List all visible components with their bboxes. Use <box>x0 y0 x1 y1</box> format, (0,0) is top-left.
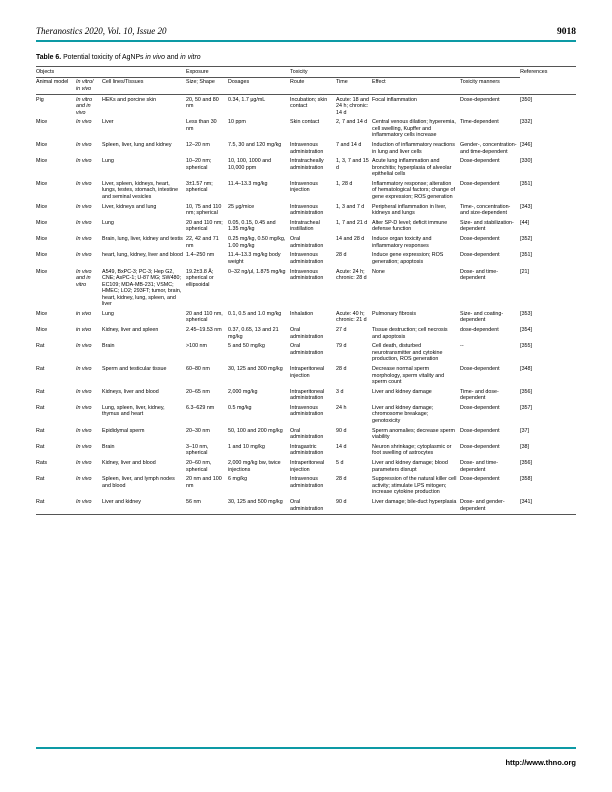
table-row <box>36 364 576 387</box>
table-cell: 30, 125 and 500 mg/kg <box>228 499 283 506</box>
table-cell: 14 d <box>336 443 347 450</box>
table-cell: 90 d <box>336 427 347 434</box>
table-cell: 20 and 110 nm, spherical <box>186 310 223 324</box>
table-cell: Rat <box>36 499 45 506</box>
table-cell: 10 ppm <box>228 119 246 126</box>
table-cell: Inflammatory response; alteration of hematological factors; change of gene expression; ROS generation <box>372 180 455 200</box>
table-cell: Alter SP-D level; deficit immune defense function <box>372 219 448 233</box>
table-cell: Time-, concentration- and size-dependent <box>460 203 511 217</box>
table-cell: [341] <box>520 499 532 506</box>
table-cell: Mice <box>36 327 48 334</box>
table-cell: In vivo <box>76 366 92 372</box>
table-cell: 60–80 nm <box>186 366 210 372</box>
table-cell: Intravenous administration <box>290 141 324 155</box>
table-caption-invivo: in vivo <box>145 54 165 61</box>
table-cell: Size- and stabilization-dependent <box>460 219 514 233</box>
table-cell: Intravenous injection <box>290 180 318 194</box>
table-cell: Focal inflammation <box>372 96 417 103</box>
journal-url-link[interactable]: http://www.thno.org <box>505 758 576 767</box>
table-cell: In vivo <box>76 219 92 226</box>
col-header-toxicity-manners: Toxicity manners <box>460 77 520 94</box>
table-cell: Dose-dependent <box>460 366 500 372</box>
table-cell: heart, lung, kidney, liver and blood <box>102 252 183 259</box>
table-cell: 3 d <box>336 388 344 395</box>
table-cell: Epididymal sperm <box>102 427 145 434</box>
table-cell: Dose-dependent <box>460 427 500 434</box>
table-cell: Gender-, concentration- and time-dependent <box>460 141 517 155</box>
table-cell: Liver, kidneys and lung <box>102 203 157 210</box>
table-row <box>36 403 576 426</box>
table-cell: Decrease normal sperm morphology, sperm vitality and sperm count <box>372 366 445 386</box>
table-cell: Tissue destruction; cell necrosis and apoptosis <box>372 327 448 340</box>
table-cell: Intravenous administration <box>290 203 324 217</box>
table-cell: Rat <box>36 443 45 450</box>
col-header-cell-lines-tissues: Cell lines/Tissues <box>102 77 186 94</box>
table-cell: Mice <box>36 119 48 126</box>
table-cell: Induction of inflammatory reactions in lung and liver cells <box>372 141 455 155</box>
table-cell: Lung <box>102 158 114 165</box>
table-cell: Mice <box>36 268 48 275</box>
table-cell: 0–32 ng/μl, 1.875 mg/kg <box>228 268 286 275</box>
table-cell: 3±1.57 nm; spherical <box>186 180 213 194</box>
table-cell: 28 d <box>336 366 347 372</box>
table-row <box>36 202 576 218</box>
table-cell: Mice <box>36 141 48 148</box>
table-row <box>36 442 576 458</box>
table-caption-text: Potential toxicity of AgNPs <box>61 54 146 61</box>
group-header-exposure: Exposure <box>186 67 290 78</box>
table-row <box>36 179 576 202</box>
table-cell: 90 d <box>336 499 347 506</box>
table-column-header-row <box>36 77 576 94</box>
table-cell: Dose-dependent <box>460 252 500 259</box>
table-header <box>36 67 576 95</box>
table-cell: 20–30 nm <box>186 427 210 434</box>
table-cell: Rat <box>36 388 45 395</box>
table-cell: 0.1, 0.5 and 1.0 mg/kg <box>228 310 282 317</box>
page-content <box>36 0 576 515</box>
table-cell: In vivo <box>76 236 92 243</box>
table-cell: Intragastric administration <box>290 443 324 457</box>
table-cell: In vivo <box>76 158 92 165</box>
table-cell: [350] <box>520 96 532 103</box>
table-body <box>36 94 576 514</box>
table-cell: Spleen, liver, and lymph nodes and blood <box>102 476 175 489</box>
table-cell: 11.4–13.3 mg/kg body weight <box>228 252 281 265</box>
table-row <box>36 342 576 365</box>
group-header-references: References <box>520 67 576 95</box>
table-cell: 20–60 nm, spherical <box>186 460 212 473</box>
table-cell: 10, 75 and 110 nm; spherical <box>186 203 222 217</box>
table-cell: Oral administration <box>290 427 324 441</box>
table-cell: 27 d <box>336 327 347 334</box>
table-cell: Induce organ toxicity and inflammatory responses <box>372 236 432 249</box>
table-cell: 50, 100 and 200 mg/kg <box>228 427 283 434</box>
table-cell: [351] <box>520 252 532 259</box>
table-cell: 25 μg/mice <box>228 203 255 210</box>
table-caption-label: Table 6. <box>36 54 62 61</box>
table-cell: 22, 42 and 71 nm <box>186 236 219 249</box>
table-row <box>36 157 576 180</box>
table-cell: Mice <box>36 180 48 187</box>
table-caption-invitro: in vitro <box>180 54 201 61</box>
table-cell: [356] <box>520 388 532 395</box>
table-cell: In vivo <box>76 476 92 483</box>
table-cell: Intravenous administration <box>290 252 324 265</box>
table-row <box>36 387 576 403</box>
table-cell: Liver and kidney <box>102 499 141 506</box>
table-row <box>36 497 576 514</box>
table-cell: Lung <box>102 310 114 317</box>
footer-rule <box>36 747 576 749</box>
header-rule <box>36 40 576 42</box>
table-caption <box>36 54 576 61</box>
table-cell: 12–20 nm <box>186 141 210 148</box>
table-cell: In vivo <box>76 460 92 467</box>
table-cell: Intraperitoneal administration <box>290 388 325 402</box>
table-row <box>36 459 576 475</box>
table-cell: Acute: 18 and 24 h; chronic: 14 d <box>336 96 370 116</box>
table-row <box>36 309 576 325</box>
table-cell: Mice <box>36 252 48 259</box>
table-cell: 79 d <box>336 343 347 350</box>
table-cell: In vitro and in vivo <box>76 96 93 116</box>
table-cell: Kidney, liver and blood <box>102 460 156 467</box>
table-cell: Time-dependent <box>460 119 499 126</box>
table-cell: [348] <box>520 366 532 372</box>
table-cell: 5 d <box>336 460 344 467</box>
table-cell: Rats <box>36 460 47 467</box>
table-cell: Skin contact <box>290 119 320 126</box>
table-cell: Acute: 40 h; chronic: 21 d <box>336 310 367 324</box>
toxicity-table <box>36 66 576 515</box>
table-row <box>36 235 576 251</box>
footer-url-line <box>36 752 576 770</box>
table-cell: 6 mg/kg <box>228 476 248 483</box>
group-header-toxicity: Toxicity <box>290 67 520 78</box>
table-cell: In vivo <box>76 180 92 187</box>
table-cell: 11.4–13.3 mg/kg <box>228 180 268 187</box>
table-cell: Sperm anomalies; decrease sperm viability <box>372 427 455 441</box>
table-cell: Induce gene expression; ROS generation; apoptosis <box>372 252 444 265</box>
table-row <box>36 267 576 309</box>
table-cell: 28 d <box>336 252 347 259</box>
table-cell: Acute lung inflammation and bronchitis; hyperplasia of alveolar epithelial cells <box>372 158 452 178</box>
table-cell: Dose-dependent <box>460 96 500 103</box>
table-cell: Brain <box>102 443 115 450</box>
table-cell: Liver, spleen, kidneys, heart, lungs, testes, stomach, intestine and seminal vesicles <box>102 180 179 200</box>
table-cell: In vivo <box>76 119 92 126</box>
table-cell: 1, 28 d <box>336 180 353 187</box>
table-row <box>36 251 576 267</box>
table-cell: [38] <box>520 443 529 450</box>
table-cell: 10, 100, 1000 and 10,000 ppm <box>228 158 272 171</box>
table-row <box>36 140 576 156</box>
table-cell: Kidney, liver and spleen <box>102 327 159 334</box>
table-cell: 1, 7 and 21 d <box>336 219 368 226</box>
table-row <box>36 94 576 117</box>
table-cell: In vivo and in vitro <box>76 268 92 288</box>
table-cell: 10–20 nm; spherical <box>186 158 212 171</box>
table-cell: Rat <box>36 366 45 372</box>
table-cell: 7 and 14 d <box>336 141 362 148</box>
table-cell: 1, 3, 7 and 15 d <box>336 158 369 171</box>
table-cell: 28 d <box>336 476 347 483</box>
table-cell: Neuron shrinkage; cytoplasmic or foot swelling of astrocytes <box>372 443 452 457</box>
table-cell: dose-dependent <box>460 327 499 334</box>
table-cell: 2.45–19.53 nm <box>186 327 222 334</box>
table-cell: >100 nm <box>186 343 207 350</box>
table-cell: Kidneys, liver and blood <box>102 388 159 395</box>
table-cell: 0.37, 0.65, 13 and 21 mg/kg <box>228 327 279 340</box>
table-cell: Suppression of the natural killer cell activity; stimulate LPS mitogen; increase cytokine production <box>372 476 457 496</box>
table-cell: 19.2±3.8 Å; spherical or ellipsoidal <box>186 268 214 288</box>
table-cell: Liver <box>102 119 114 126</box>
page-number: 9018 <box>557 27 576 37</box>
table-cell: In vivo <box>76 141 92 148</box>
table-cell: [343] <box>520 203 532 210</box>
table-cell: Intratracheally administration <box>290 158 324 171</box>
table-cell: [357] <box>520 404 532 411</box>
table-cell: Mice <box>36 236 48 243</box>
table-cell: Dose-dependent <box>460 180 500 187</box>
table-cell: 20, 50 and 80 nm <box>186 96 219 110</box>
table-cell: [37] <box>520 427 529 434</box>
table-cell: Dose-dependent <box>460 476 500 483</box>
group-header-objects: Objects <box>36 67 186 78</box>
table-cell: Intraperitoneal injection <box>290 460 325 473</box>
table-cell: In vivo <box>76 252 92 259</box>
table-row <box>36 118 576 141</box>
table-cell: In vivo <box>76 203 92 210</box>
table-cell: Intratracheal instillation <box>290 219 320 233</box>
table-cell: Cell death, disturbed neurotransmitter and cytokine production, ROS generation <box>372 343 443 363</box>
table-cell: Lung <box>102 219 114 226</box>
table-cell: Intravenous administration <box>290 268 324 282</box>
table-caption-and: and <box>164 54 181 61</box>
table-cell: Intravenous administration <box>290 476 324 489</box>
table-cell: Dose- and time-dependent <box>460 460 499 473</box>
table-cell: [330] <box>520 158 532 165</box>
table-cell: 6.3–629 nm <box>186 404 215 411</box>
table-cell: 20 and 110 nm; spherical <box>186 219 223 233</box>
table-cell: Mice <box>36 310 48 317</box>
table-cell: Rat <box>36 427 45 434</box>
table-cell: Incubation; skin contact <box>290 96 328 110</box>
table-cell: Pulmonary fibrosis <box>372 310 416 317</box>
col-header-invitro-invivo: In vitro/ in vivo <box>76 77 102 94</box>
table-row <box>36 218 576 234</box>
table-cell: Peripheral inflammation in liver, kidneys and lungs <box>372 203 447 217</box>
table-cell: Time- and dose-dependent <box>460 388 499 402</box>
table-cell: None <box>372 268 385 275</box>
table-cell: Spleen, liver, lung and kidney <box>102 141 172 148</box>
table-cell: 0.05, 0.15, 0.45 and 1.35 mg/kg <box>228 219 276 233</box>
table-cell: 30, 125 and 300 mg/kg <box>228 366 283 372</box>
table-cell: [358] <box>520 476 532 483</box>
table-cell: Pig <box>36 96 44 103</box>
table-cell: 0.25 mg/kg, 0.50 mg/kg, 1.00 mg/kg <box>228 236 286 249</box>
table-cell: 5 and 50 mg/kg <box>228 343 265 350</box>
table-cell: Dose-dependent <box>460 236 500 243</box>
table-cell: Inhalation <box>290 310 314 317</box>
table-cell: Less than 30 nm <box>186 119 217 132</box>
table-cell: Rat <box>36 343 45 350</box>
table-cell: [21] <box>520 268 529 275</box>
table-cell: 14 and 28 d <box>336 236 365 243</box>
table-cell: A549, BxPC-3; PC-3; Hep G2, CNE; AsPC-1; U-87 MG; SW480; EC109; MDA-MB-231; VSMC; HMEC; LO2; 293FT; tumor, brain, heart, kidney, lung, spleen, and liver <box>102 268 182 308</box>
table-cell: Sperm and testicular tissue <box>102 366 167 372</box>
table-cell: 0.5 mg/kg <box>228 404 252 411</box>
table-cell: in vivo <box>76 310 92 317</box>
col-header-size-shape: Size; Shape <box>186 77 228 94</box>
table-cell: 24 h <box>336 404 347 411</box>
table-cell: 7.5, 30 and 120 mg/kg <box>228 141 282 148</box>
table-cell: In vivo <box>76 404 92 411</box>
table-cell: [353] <box>520 310 532 317</box>
table-cell: Oral administration <box>290 499 324 512</box>
table-cell: Dose- and gender-dependent <box>460 499 505 512</box>
table-cell: In vivo <box>76 388 92 395</box>
table-cell: 2,000 mg/kg bw, twice injections <box>228 460 281 473</box>
table-cell: [332] <box>520 119 532 126</box>
table-cell: Rat <box>36 476 45 483</box>
table-cell: 2,000 mg/kg <box>228 388 258 395</box>
table-cell: In vivo <box>76 427 92 434</box>
table-cell: 20–65 nm <box>186 388 210 395</box>
table-cell: Dose-dependent <box>460 443 500 450</box>
table-cell: Intraperitoneal injection <box>290 366 325 379</box>
table-group-header-row <box>36 67 576 78</box>
table-cell: 1.4–250 nm <box>186 252 215 259</box>
table-cell: Oral administration <box>290 236 324 249</box>
table-cell: 1 and 10 mg/kg <box>228 443 265 450</box>
table-cell: Dose- and time-dependent <box>460 268 499 282</box>
table-cell: Liver and kidney damage; blood parameters disrupt <box>372 460 448 473</box>
table-cell: In vivo <box>76 443 92 450</box>
col-header-time: Time <box>336 77 372 94</box>
table-cell: Liver damage; bile-duct hyperplasia <box>372 499 457 506</box>
table-cell: Intravenous administration <box>290 404 324 418</box>
table-cell: [351] <box>520 180 532 187</box>
table-row <box>36 426 576 442</box>
table-cell: In vivo <box>76 343 92 350</box>
table-cell: [356] <box>520 460 532 467</box>
table-cell: [44] <box>520 219 529 226</box>
table-cell: Central venous dilation; hyperemia, cell swelling, Kupffer and inflammatory cells increase <box>372 119 456 139</box>
col-header-dosages: Dosages <box>228 77 290 94</box>
page-footer <box>36 744 576 770</box>
table-cell: [352] <box>520 236 532 243</box>
table-cell: Brain, lung, liver, kidney and testis <box>102 236 183 243</box>
table-cell: Mice <box>36 158 48 165</box>
table-cell: Dose-dependent <box>460 404 500 411</box>
col-header-route: Route <box>290 77 336 94</box>
table-cell: 56 nm <box>186 499 201 506</box>
col-header-effect: Effect <box>372 77 460 94</box>
table-cell: 3–10 nm, spherical <box>186 443 209 457</box>
col-header-animal-model: Animal model <box>36 77 76 94</box>
table-cell: Liver and kidney damage; chromosome breakage; genotoxicity <box>372 404 434 424</box>
table-cell: Rat <box>36 404 45 411</box>
table-cell: 20 nm and 100 nm <box>186 476 222 489</box>
table-row <box>36 475 576 498</box>
table-cell: 1, 3 and 7 d <box>336 203 365 210</box>
table-cell: HEKs and porcine skin <box>102 96 157 103</box>
table-cell: Liver and kidney damage <box>372 388 432 395</box>
table-row <box>36 325 576 341</box>
page-header <box>36 0 576 37</box>
journal-citation: Theranostics 2020, Vol. 10, Issue 20 <box>36 26 167 36</box>
table-cell: [354] <box>520 327 532 334</box>
table-cell: [346] <box>520 141 532 148</box>
table-cell: 0.34, 1.7 μg/mL <box>228 96 266 103</box>
table-cell: in vivo <box>76 327 92 334</box>
table-cell: Oral administration <box>290 343 324 356</box>
table-cell: Acute: 24 h; chronic: 28 d <box>336 268 367 282</box>
table-cell: 2, 7 and 14 d <box>336 119 368 126</box>
table-cell: Brain <box>102 343 115 350</box>
table-cell: Lung, spleen, liver, kidney, thymus and heart <box>102 404 165 418</box>
table-cell: Mice <box>36 203 48 210</box>
table-cell: -- <box>460 343 464 350</box>
table-cell: Dose-dependent <box>460 158 500 165</box>
table-cell: In vivo <box>76 499 92 506</box>
table-cell: Mice <box>36 219 48 226</box>
table-cell: [355] <box>520 343 532 350</box>
table-cell: Oral administration <box>290 327 324 340</box>
table-cell: Size- and coating-dependent <box>460 310 504 324</box>
